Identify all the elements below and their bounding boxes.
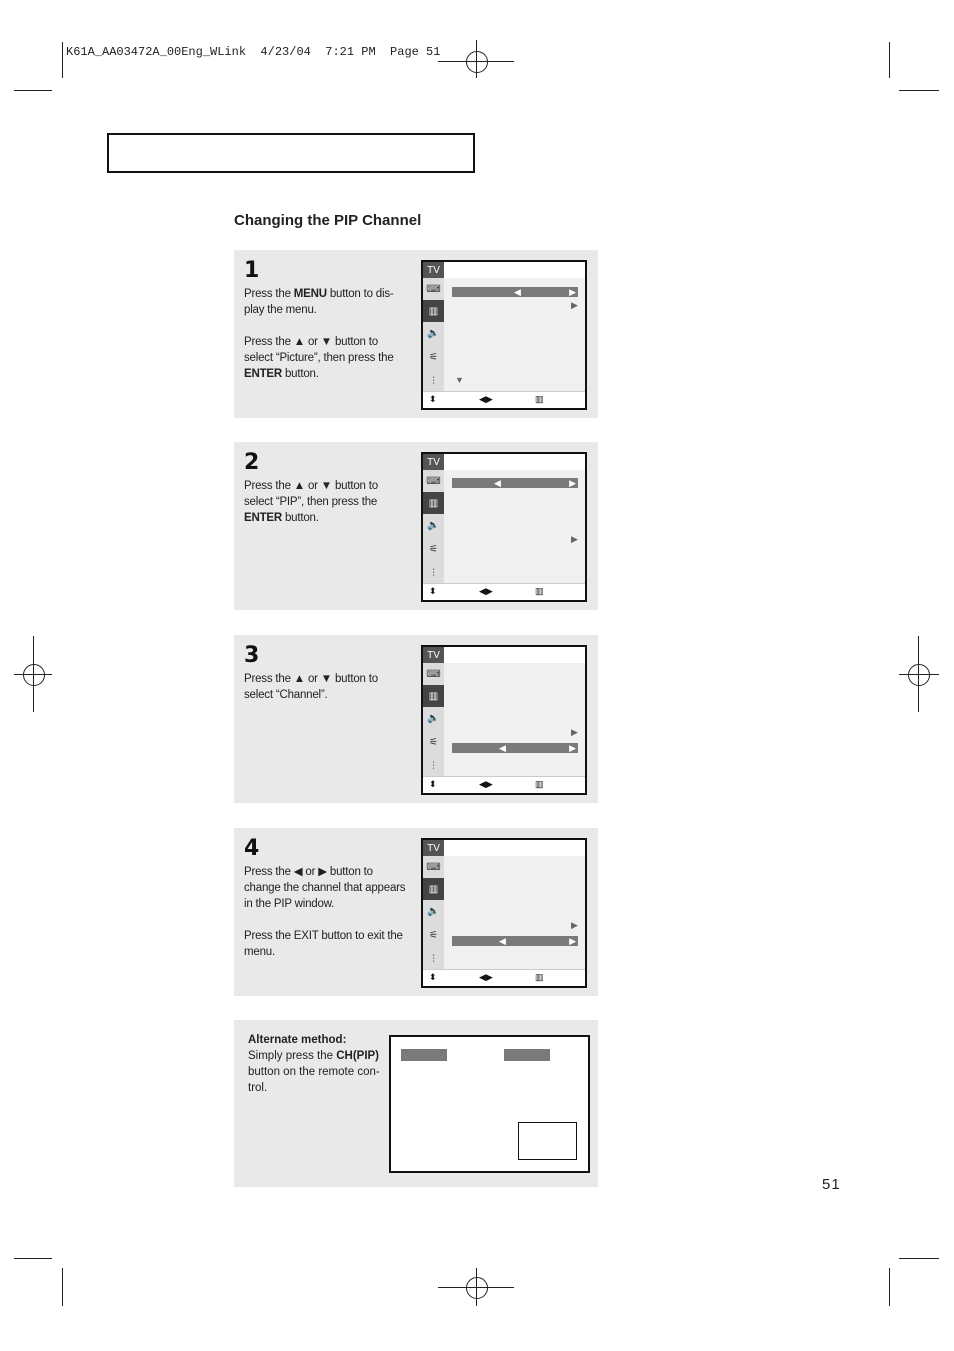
move-icon: ⬍ — [429, 972, 437, 982]
right-arrow-icon: ▶ — [569, 743, 576, 753]
menu-sidebar — [423, 454, 444, 584]
right-arrow-icon: ▶ — [569, 287, 576, 297]
exit-icon: ▥ — [535, 586, 544, 596]
paragraph — [244, 671, 409, 703]
highlight-bar — [452, 478, 578, 488]
step-number: 1 — [244, 258, 260, 283]
crop-mark — [889, 42, 890, 78]
step-instructions — [244, 671, 409, 719]
menu-body — [444, 856, 585, 970]
crop-mark — [62, 1268, 63, 1306]
text: Simply press the — [248, 1050, 337, 1062]
step-number: 3 — [244, 643, 260, 668]
setup-icon: ⫶ — [432, 567, 435, 579]
text: Press the — [244, 288, 294, 300]
text: button. — [281, 368, 319, 380]
menu-title-bar — [444, 454, 585, 470]
chapter-header-box — [107, 133, 475, 173]
tv-label: TV — [423, 647, 444, 663]
adjust-icon: ◀▶ — [479, 972, 493, 982]
picture-icon: ▥ — [423, 878, 444, 900]
sound-icon: 🔈 — [427, 519, 440, 531]
channel-icon: ⚟ — [429, 351, 438, 363]
step-instructions — [244, 478, 409, 542]
tv-label: TV — [423, 454, 444, 470]
crop-mark — [14, 1258, 52, 1259]
bold-text: CH(PIP) — [336, 1050, 380, 1062]
registration-mark — [466, 1277, 488, 1299]
tv-menu-screen — [421, 260, 587, 410]
registration-line — [476, 40, 477, 78]
left-arrow-icon: ◀ — [514, 287, 521, 297]
right-arrow-icon: ▶ — [569, 478, 576, 488]
text: button on the remote con-trol. — [248, 1066, 380, 1094]
alternate-method-panel — [234, 1020, 598, 1187]
menu-sidebar — [423, 840, 444, 970]
setup-icon: ⫶ — [432, 953, 435, 965]
registration-line — [918, 636, 919, 712]
pip-channel-tab — [504, 1049, 550, 1061]
paragraph — [244, 334, 409, 382]
text: button. — [281, 512, 319, 524]
exit-icon: ▥ — [535, 779, 544, 789]
text: button to dis-play the menu. — [244, 288, 394, 316]
paragraph — [244, 864, 409, 912]
setup-icon: ⫶ — [432, 375, 435, 387]
input-icon: ⌨ — [426, 668, 441, 680]
bold-text: MENU — [293, 288, 327, 300]
main-channel-tab — [401, 1049, 447, 1061]
registration-mark — [466, 51, 488, 73]
page-number: 51 — [822, 1176, 841, 1193]
tv-menu-screen — [421, 452, 587, 602]
text: Press the EXIT button to exit the menu. — [244, 930, 403, 958]
crop-mark — [899, 1258, 939, 1259]
picture-icon: ▥ — [423, 685, 444, 707]
picture-icon: ▥ — [423, 492, 444, 514]
scroll-down-icon: ▼ — [455, 375, 464, 385]
input-icon: ⌨ — [426, 283, 441, 295]
pip-screen-illustration — [389, 1035, 590, 1173]
submenu-arrow-icon: ▶ — [571, 727, 578, 737]
menu-footer — [423, 776, 585, 793]
step-number: 2 — [244, 450, 260, 475]
exit-icon: ▥ — [535, 394, 544, 404]
submenu-arrow-icon: ▶ — [571, 920, 578, 930]
step-instructions — [244, 286, 409, 398]
pip-window — [518, 1122, 577, 1160]
menu-footer — [423, 391, 585, 408]
bold-text: ENTER — [244, 512, 282, 524]
crop-mark — [14, 90, 52, 91]
text: Press the ▲ or ▼ button to select “PIP”, then press the — [244, 480, 378, 508]
input-icon: ⌨ — [426, 475, 441, 487]
registration-line — [899, 674, 939, 675]
exit-icon: ▥ — [535, 972, 544, 982]
tv-label: TV — [423, 840, 444, 856]
channel-icon: ⚟ — [429, 929, 438, 941]
section-title: Changing the PIP Channel — [234, 212, 422, 229]
menu-footer — [423, 583, 585, 600]
input-icon: ⌨ — [426, 861, 441, 873]
highlight-bar — [452, 287, 578, 297]
crop-mark — [889, 1268, 890, 1306]
menu-title-bar — [444, 262, 585, 278]
crop-mark — [899, 90, 939, 91]
submenu-arrow-icon: ▶ — [571, 534, 578, 544]
left-arrow-icon: ◀ — [494, 478, 501, 488]
menu-sidebar — [423, 647, 444, 777]
tv-menu-screen — [421, 838, 587, 988]
tv-menu-screen — [421, 645, 587, 795]
paragraph — [244, 286, 409, 318]
left-arrow-icon: ◀ — [499, 743, 506, 753]
sound-icon: 🔈 — [427, 905, 440, 917]
channel-icon: ⚟ — [429, 543, 438, 555]
print-slug-line: K61A_AA03472A_00Eng_WLink 4/23/04 7:21 PM Page 51 — [66, 45, 441, 59]
text: Press the ▲ or ▼ button to select “Picture”, then press the — [244, 336, 394, 364]
highlight-bar — [452, 743, 578, 753]
right-arrow-icon: ▶ — [569, 936, 576, 946]
step-2-panel — [234, 442, 598, 610]
channel-icon: ⚟ — [429, 736, 438, 748]
highlight-bar — [452, 936, 578, 946]
step-3-panel — [234, 635, 598, 803]
step-4-panel — [234, 828, 598, 996]
menu-title-bar — [444, 647, 585, 663]
registration-mark — [23, 664, 45, 686]
registration-mark — [908, 664, 930, 686]
tv-label: TV — [423, 262, 444, 278]
sound-icon: 🔈 — [427, 712, 440, 724]
menu-title-bar — [444, 840, 585, 856]
registration-line — [476, 1268, 477, 1306]
menu-sidebar — [423, 262, 444, 392]
step-number: 4 — [244, 836, 260, 861]
paragraph — [244, 478, 409, 526]
step-1-panel — [234, 250, 598, 418]
menu-footer — [423, 969, 585, 986]
paragraph — [244, 928, 409, 960]
move-icon: ⬍ — [429, 394, 437, 404]
left-arrow-icon: ◀ — [499, 936, 506, 946]
setup-icon: ⫶ — [432, 760, 435, 772]
text: Press the ▲ or ▼ button to select “Channel”. — [244, 673, 378, 701]
sound-icon: 🔈 — [427, 327, 440, 339]
alternate-instructions — [248, 1032, 383, 1096]
step-instructions — [244, 864, 409, 976]
bold-text: ENTER — [244, 368, 282, 380]
picture-icon: ▥ — [423, 300, 444, 322]
menu-body — [444, 663, 585, 777]
move-icon: ⬍ — [429, 586, 437, 596]
submenu-arrow-icon: ▶ — [571, 300, 578, 310]
adjust-icon: ◀▶ — [479, 394, 493, 404]
crop-mark — [62, 42, 63, 78]
move-icon: ⬍ — [429, 779, 437, 789]
registration-line — [33, 636, 34, 712]
adjust-icon: ◀▶ — [479, 586, 493, 596]
text: Press the ◀ or ▶ button to change the channel that appears in the PIP window. — [244, 866, 406, 910]
adjust-icon: ◀▶ — [479, 779, 493, 789]
alternate-heading: Alternate method: — [248, 1034, 347, 1046]
